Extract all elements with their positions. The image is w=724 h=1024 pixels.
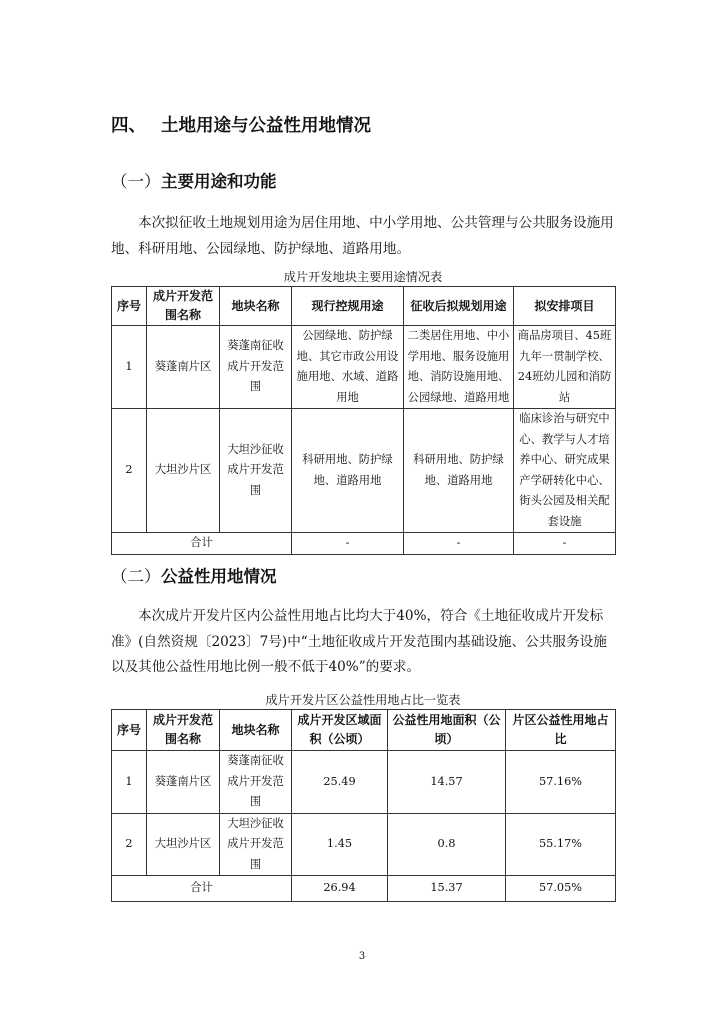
table-row: 2 大坦沙片区 大坦沙征收成片开发范围 科研用地、防护绿地、道路用地 科研用地、防护绿地、道路用地 临床诊治与研究中心、教学与人才培养中心、研究成果产学研转化中心、街头公园及相关配套设施 <box>112 409 616 533</box>
subsection-heading-2 <box>111 563 277 587</box>
header-cell: 成片开发范围名称 <box>147 287 220 326</box>
table-total-row: 合计 - - - <box>112 533 616 555</box>
subsection-title-2: 公益性用地情况 <box>161 567 277 586</box>
table-row: 1 葵蓬南片区 葵蓬南征收成片开发范围 公园绿地、防护绿地、其它市政公用设施用地、水域、道路用地 二类居住用地、中小学用地、服务设施用地、消防设施用地、公园绿地、道路用地 商品房项目、45班九年一贯制学校、24班幼儿园和消防站 <box>112 326 616 409</box>
header-cell: 公益性用地面积（公顷） <box>388 710 506 751</box>
table-row: 2 大坦沙片区 大坦沙征收成片开发范围 1.45 0.8 55.17% <box>112 813 616 876</box>
header-cell: 序号 <box>112 287 147 326</box>
header-cell: 片区公益性用地占比 <box>506 710 616 751</box>
section-heading <box>111 112 371 137</box>
table-total-row: 合计 26.94 15.37 57.05% <box>112 876 616 902</box>
subsection-title-1: 主要用途和功能 <box>161 172 277 191</box>
header-cell: 现行控规用途 <box>292 287 404 326</box>
subsection-heading-1 <box>111 168 277 192</box>
subsection-number-2: （二） <box>111 567 161 586</box>
land-use-table <box>111 286 616 555</box>
page-number: 3 <box>358 951 366 962</box>
header-cell: 征收后拟规划用途 <box>404 287 514 326</box>
section-title: 土地用途与公益性用地情况 <box>161 116 371 136</box>
header-cell: 成片开发范围名称 <box>147 710 220 751</box>
header-cell: 序号 <box>112 710 147 751</box>
table-header-row <box>112 287 616 326</box>
table1-caption: 成片开发地块主要用途情况表 <box>283 270 443 284</box>
header-cell: 地块名称 <box>220 710 292 751</box>
header-cell: 拟安排项目 <box>514 287 616 326</box>
section-number: 四、 <box>111 116 146 136</box>
table-row: 1 葵蓬南片区 葵蓬南征收成片开发范围 25.49 14.57 57.16% <box>112 751 616 814</box>
public-land-table <box>111 709 616 902</box>
table-header-row <box>112 710 616 751</box>
header-cell: 成片开发区域面积（公顷） <box>292 710 388 751</box>
header-cell: 地块名称 <box>220 287 292 326</box>
paragraph-1: 本次拟征收土地规划用途为居住用地、中小学用地、公共管理与公共服务设施用地、科研用地、公园绿地、防护绿地、道路用地。 <box>111 215 614 257</box>
subsection-number-1: （一） <box>111 172 161 191</box>
paragraph-2: 本次成片开发片区内公益性用地占比均大于40%，符合《土地征收成片开发标准》(自然资规〔2023〕7号)中“土地征收成片开发范围内基础设施、公共服务设施以及其他公益性用地比例一般不低于40%”的要求。 <box>111 608 607 675</box>
table2-caption: 成片开发片区公益性用地占比一览表 <box>265 693 461 707</box>
